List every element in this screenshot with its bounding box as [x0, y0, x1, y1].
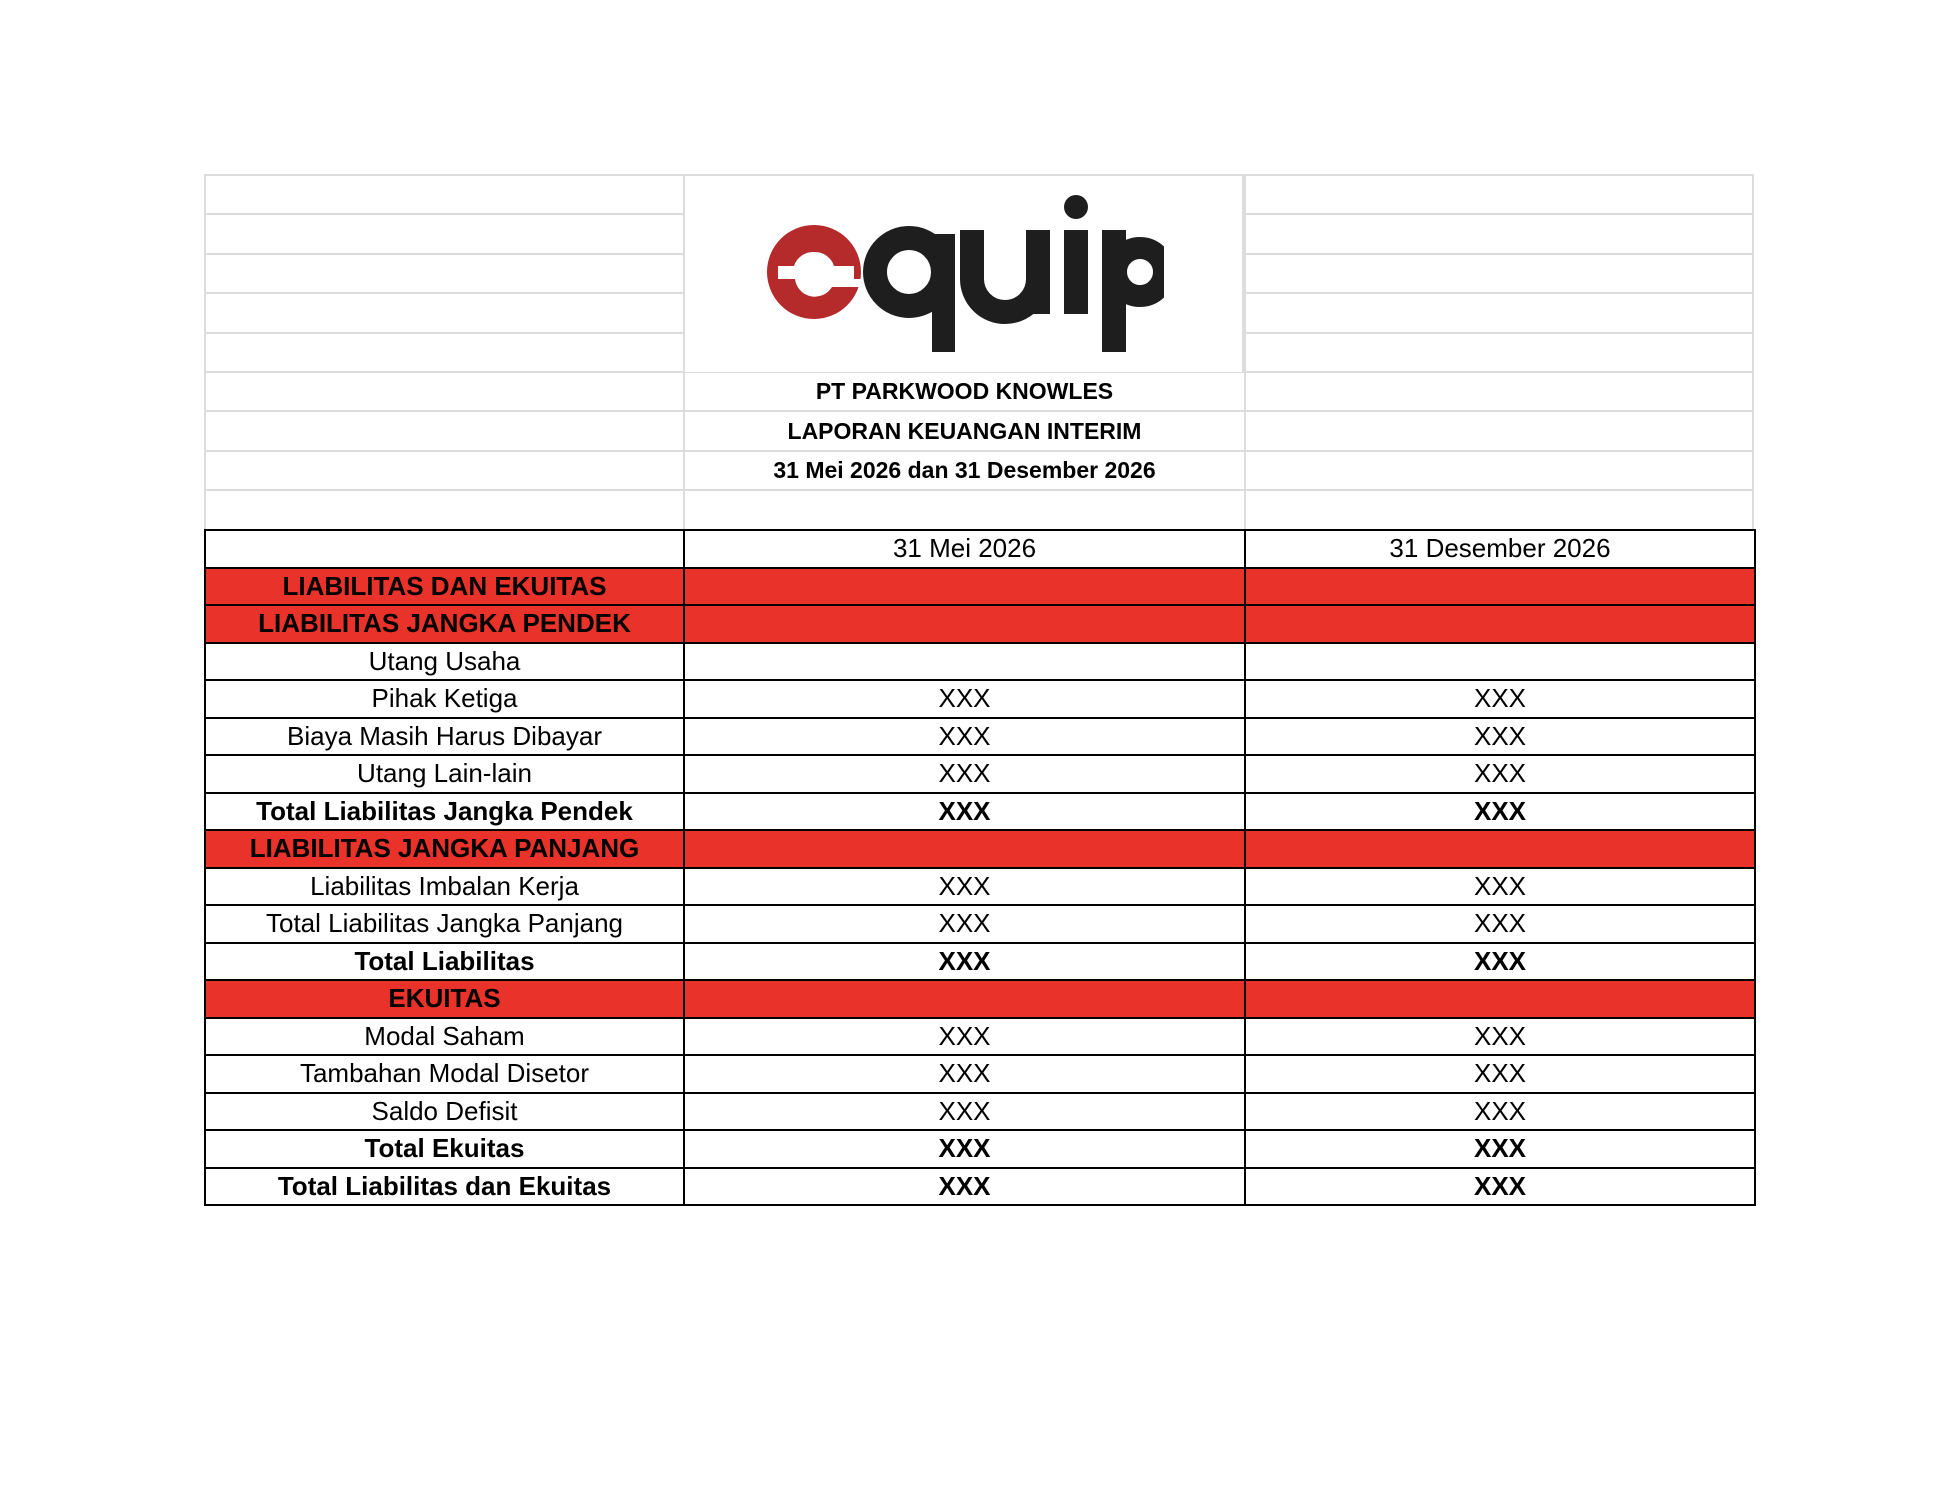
value-may: [684, 568, 1245, 606]
total-row: [205, 1130, 1755, 1168]
row-label: LIABILITAS JANGKA PANJANG: [205, 830, 684, 868]
table-row: [205, 1018, 1755, 1056]
value-may: [684, 643, 1245, 681]
row-label: LIABILITAS JANGKA PENDEK: [205, 605, 684, 643]
value-december: [1245, 980, 1755, 1018]
row-label: LIABILITAS DAN EKUITAS: [205, 568, 684, 606]
company-name: PT PARKWOOD KNOWLES: [683, 373, 1244, 410]
row-label: Total Liabilitas dan Ekuitas: [205, 1168, 684, 1206]
value-december: XXX: [1245, 905, 1755, 943]
value-may: XXX: [684, 943, 1245, 981]
section-row: [205, 830, 1755, 868]
section-row: [205, 980, 1755, 1018]
value-december: XXX: [1245, 1168, 1755, 1206]
table-row: [205, 905, 1755, 943]
row-label: Liabilitas Imbalan Kerja: [205, 868, 684, 906]
value-december: XXX: [1245, 755, 1755, 793]
column-header-label: [205, 530, 684, 568]
value-december: XXX: [1245, 1093, 1755, 1131]
table-row: [205, 718, 1755, 756]
row-label: Utang Lain-lain: [205, 755, 684, 793]
value-may: XXX: [684, 755, 1245, 793]
value-december: XXX: [1245, 868, 1755, 906]
value-may: XXX: [684, 905, 1245, 943]
row-label: Biaya Masih Harus Dibayar: [205, 718, 684, 756]
value-may: XXX: [684, 1168, 1245, 1206]
value-december: [1245, 605, 1755, 643]
value-may: XXX: [684, 1093, 1245, 1131]
report-period: 31 Mei 2026 dan 31 Desember 2026: [683, 452, 1244, 489]
row-label: Utang Usaha: [205, 643, 684, 681]
section-row: [205, 605, 1755, 643]
value-may: XXX: [684, 793, 1245, 831]
value-may: [684, 605, 1245, 643]
value-may: [684, 830, 1245, 868]
balance-sheet-table: [204, 529, 1756, 1206]
value-may: XXX: [684, 868, 1245, 906]
row-label: Pihak Ketiga: [205, 680, 684, 718]
table-row: [205, 755, 1755, 793]
row-label: Total Liabilitas: [205, 943, 684, 981]
table-row: [205, 1093, 1755, 1131]
report-header: [204, 174, 1754, 529]
table-row: [205, 680, 1755, 718]
total-row: [205, 1168, 1755, 1206]
row-label: Modal Saham: [205, 1018, 684, 1056]
value-december: XXX: [1245, 680, 1755, 718]
column-header-row: [205, 530, 1755, 568]
value-december: [1245, 568, 1755, 606]
value-may: XXX: [684, 1130, 1245, 1168]
value-december: XXX: [1245, 1018, 1755, 1056]
total-row: [205, 793, 1755, 831]
row-label: Total Ekuitas: [205, 1130, 684, 1168]
table-row: [205, 1055, 1755, 1093]
company-logo: [683, 176, 1244, 372]
value-december: XXX: [1245, 793, 1755, 831]
column-header-may: 31 Mei 2026: [684, 530, 1245, 568]
value-december: XXX: [1245, 1055, 1755, 1093]
table-row: [205, 643, 1755, 681]
value-may: XXX: [684, 1018, 1245, 1056]
value-may: XXX: [684, 718, 1245, 756]
value-may: XXX: [684, 680, 1245, 718]
column-header-december: 31 Desember 2026: [1245, 530, 1755, 568]
report-title: LAPORAN KEUANGAN INTERIM: [683, 412, 1244, 449]
value-december: [1245, 643, 1755, 681]
row-label: Tambahan Modal Disetor: [205, 1055, 684, 1093]
spreadsheet-page: [204, 174, 1754, 1206]
value-may: XXX: [684, 1055, 1245, 1093]
value-december: XXX: [1245, 943, 1755, 981]
value-may: [684, 980, 1245, 1018]
value-december: XXX: [1245, 1130, 1755, 1168]
section-row: [205, 568, 1755, 606]
equip-logo: [764, 194, 1164, 354]
total-row: [205, 943, 1755, 981]
row-label: EKUITAS: [205, 980, 684, 1018]
table-row: [205, 868, 1755, 906]
row-label: Saldo Defisit: [205, 1093, 684, 1131]
row-label: Total Liabilitas Jangka Pendek: [205, 793, 684, 831]
value-december: XXX: [1245, 718, 1755, 756]
row-label: Total Liabilitas Jangka Panjang: [205, 905, 684, 943]
value-december: [1245, 830, 1755, 868]
